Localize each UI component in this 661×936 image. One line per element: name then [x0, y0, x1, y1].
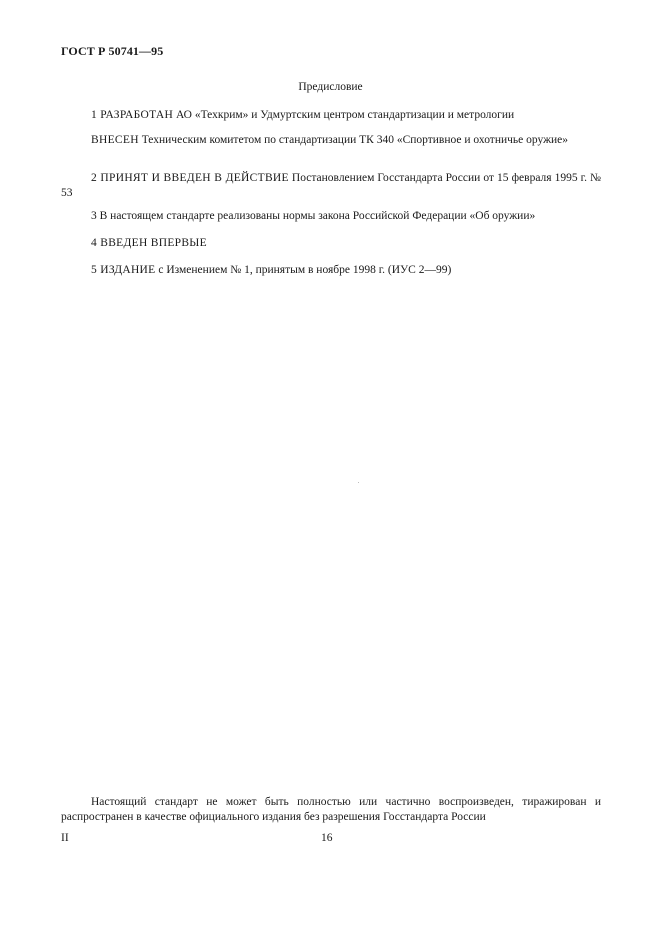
item-lead: 4 ВВЕДЕН ВПЕРВЫЕ — [91, 237, 207, 249]
item-text: В настоящем стандарте реализованы нормы закона Российской Федерации «Об оружии» — [96, 210, 536, 222]
foreword-item-introduced — [61, 133, 601, 148]
copyright-notice: Настоящий стандарт не может быть полностью или частично воспроизведен, тиражирован и распространен в качестве официального издания без разрешения Госстандарта России — [61, 796, 601, 823]
foreword-item-3 — [61, 209, 601, 224]
item-text: Техническим комитетом по стандартизации ТК 340 «Спортивное и охотничье оружие» — [138, 134, 569, 146]
item-lead: 3 — [91, 210, 97, 222]
foreword-item-4 — [61, 236, 601, 251]
standard-code: ГОСТ Р 50741—95 — [61, 44, 164, 58]
item-lead: 2 ПРИНЯТ И ВВЕДЕН В ДЕЙСТВИЕ — [91, 172, 289, 184]
roman-page-number: II — [61, 832, 69, 844]
item-text: с Изменением № 1, принятым в ноябре 1998 г. (ИУС 2—99) — [155, 264, 452, 276]
foreword-item-5 — [61, 263, 601, 278]
scan-speck — [358, 482, 359, 483]
item-lead: ВНЕСЕН — [91, 134, 139, 146]
item-lead: 5 ИЗДАНИЕ — [91, 264, 156, 276]
section-title: Предисловие — [298, 81, 363, 93]
foreword-item-2 — [61, 171, 601, 201]
page-number: 16 — [321, 832, 333, 844]
foreword-item-1 — [61, 108, 601, 123]
item-lead: 1 РАЗРАБОТАН — [91, 109, 174, 121]
item-text: Постановлением Госстандарта России от 15 февраля 1995 г. № 53 — [61, 172, 601, 199]
item-text: АО «Техкрим» и Удмуртским центром стандартизации и метрологии — [173, 109, 515, 121]
